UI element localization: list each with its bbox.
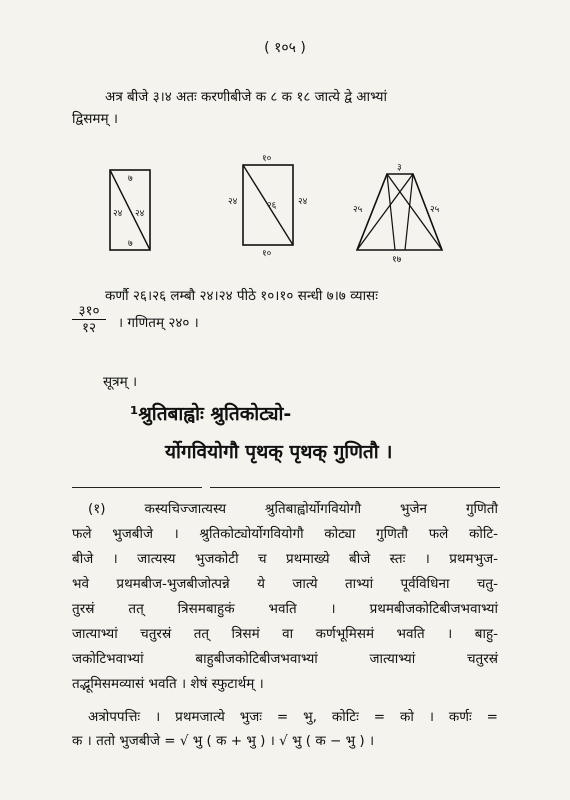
intro-line-2: द्विसमम् । [72, 111, 118, 127]
large-rect-bottom: १० [262, 249, 272, 259]
intro-line-1: अत्र बीजे ३।४ अतः करणीबीजे क ८ क १८ जात्ये द्वे आभ्यां [105, 89, 388, 105]
upapatti-line-2: क । ततो भुजबीजे = √ भु ( क + भु ) । √ भु ( क − भु ) । [72, 733, 375, 749]
verse-line-2: र्योगवियोगौ पृथक् पृथक् गुणितौ । [165, 441, 393, 463]
large-rect-top: १० [262, 154, 272, 164]
figure-small-rectangle [110, 170, 150, 250]
figure-large-rectangle [228, 154, 308, 259]
sutra-label: सूत्रम् । [103, 374, 138, 390]
page-number: ( १०५ ) [264, 40, 306, 56]
fraction [72, 303, 106, 336]
large-rect-diag: २६ [267, 201, 277, 211]
trapezoid-top: ३ [397, 163, 402, 173]
trapezoid-bottom: १७ [392, 255, 402, 265]
commentary-line-4: भवे प्रथमबीज-भुजबीजोत्पन्ने ये जात्ये ताभ्यां पूर्वविधिना चतु- [72, 576, 498, 592]
small-rect-diag-left: २४ [113, 209, 123, 219]
fraction-numerator: ३१० [72, 303, 106, 320]
large-rect-right: २४ [298, 197, 308, 207]
small-rect-bottom-mark: ७ [128, 239, 133, 249]
commentary-line-7: जकोटिभवाभ्यां बाहुबीजकोटिबीजभवाभ्यां जात्याभ्यां चतुरस्रं [72, 651, 498, 667]
upapatti-line-1: अत्रोपपत्तिः । प्रथमजात्ये भुजः = भु, कोटिः = को । कर्णः = [88, 709, 498, 725]
fraction-denominator: १२ [81, 320, 97, 336]
ganita-line: । गणितम् २४० । [118, 315, 199, 331]
small-rect-top-mark: ७ [128, 174, 133, 184]
footnote-rule-right [210, 487, 500, 488]
trapezoid-right: २५ [430, 205, 440, 215]
figure-trapezoid [353, 163, 442, 265]
commentary-line-1: (१) कस्यचिज्जात्यस्य श्रुतिबाह्वोर्योगवियोगौ भुजेन गुणितौ [88, 501, 498, 517]
geometry-figures [95, 150, 495, 268]
large-rect-left: २४ [228, 197, 238, 207]
verse-line-1: ¹श्रुतिबाह्वोः श्रुतिकोट्यो- [130, 403, 292, 425]
footnote-rule-left [72, 487, 202, 488]
commentary-line-2: फले भुजबीजे । श्रुतिकोट्योर्योगवियोगौ कोट्या गुणितौ फले कोटि- [72, 526, 498, 542]
trapezoid-left: २५ [353, 205, 363, 215]
measures-line: कर्णौ २६।२६ लम्बौ २४।२४ पीठे १०।१० सन्धी ७।७ व्यासः [105, 288, 378, 304]
commentary-line-5: तुरस्रं तत् त्रिसमबाहुकं भवति । प्रथमबीजकोटिबीजभवाभ्यां [72, 601, 498, 617]
commentary-line-8: तद्भूमिसमव्यासं भवति । शेषं स्फुटार्थम् । [72, 676, 264, 692]
small-rect-diag-right: २४ [135, 209, 145, 219]
commentary-line-6: जात्याभ्यां चतुरस्रं तत् त्रिसमं वा कर्णभूमिसमं भवति । बाहु- [72, 626, 498, 642]
commentary-line-3: बीजे । जात्यस्य भुजकोटी च प्रथमाख्ये बीजे स्तः । प्रथमभुज- [72, 551, 498, 567]
